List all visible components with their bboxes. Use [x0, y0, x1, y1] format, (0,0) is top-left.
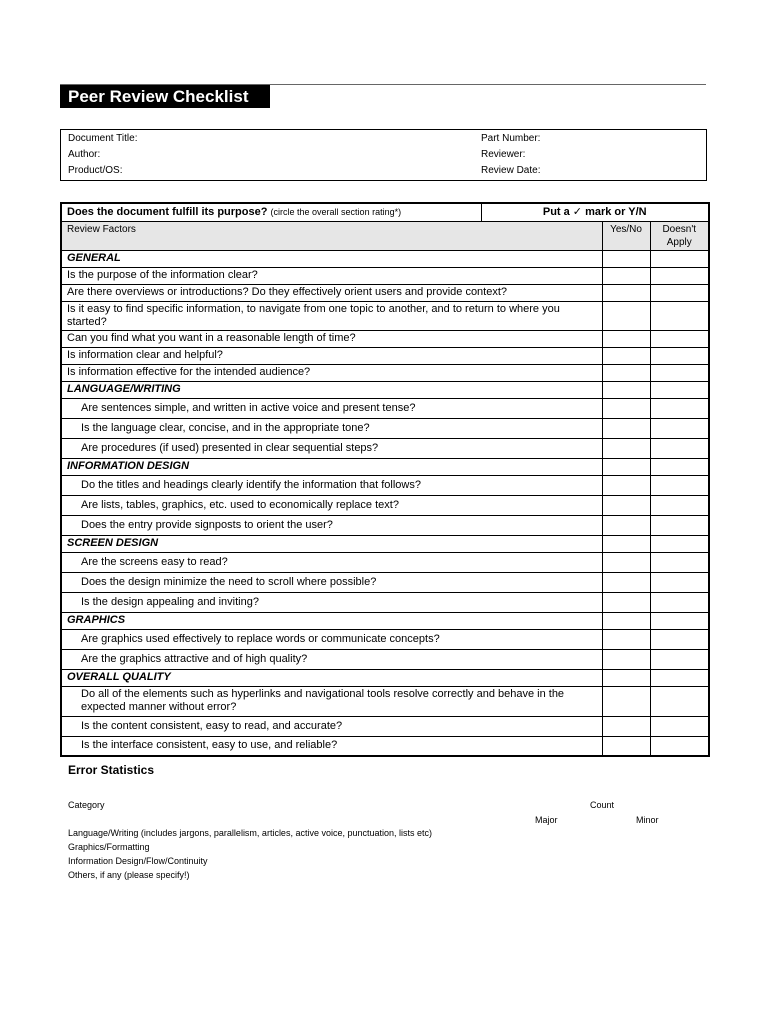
checklist-item-row [61, 629, 709, 649]
review-factor-text: Are lists, tables, graphics, etc. used to economically replace text? [61, 495, 602, 515]
document-info-box [60, 129, 707, 181]
checklist-item-row [61, 515, 709, 535]
doesnt-apply-cell[interactable] [650, 495, 709, 515]
checklist-item-row [61, 686, 709, 716]
doesnt-apply-cell[interactable] [650, 592, 709, 612]
error-statistics-title: Error Statistics [68, 763, 155, 777]
doesnt-apply-cell[interactable] [650, 612, 709, 629]
doesnt-apply-cell[interactable] [650, 364, 709, 381]
section-row [61, 535, 709, 552]
product-os-field[interactable]: Product/OS: [68, 165, 123, 176]
review-factor-text: Is it easy to find specific information, to navigate from one topic to another, and to return to where you started? [61, 301, 602, 330]
checklist-item-row [61, 552, 709, 572]
review-factor-text: Does the entry provide signposts to orient the user? [61, 515, 602, 535]
section-heading: LANGUAGE/WRITING [61, 381, 602, 398]
checklist-item-row [61, 418, 709, 438]
doesnt-apply-cell[interactable] [650, 347, 709, 364]
yes-no-cell[interactable] [602, 535, 650, 552]
section-row [61, 250, 709, 267]
review-factor-text: Is the content consistent, easy to read, and accurate? [61, 716, 602, 736]
yes-no-cell[interactable] [602, 572, 650, 592]
doesnt-apply-cell[interactable] [650, 572, 709, 592]
review-factor-text: Do the titles and headings clearly identify the information that follows? [61, 475, 602, 495]
review-factor-text: Is the language clear, concise, and in the appropriate tone? [61, 418, 602, 438]
error-category-row: Others, if any (please specify!) [68, 870, 190, 880]
review-factor-text: Is the interface consistent, easy to use, and reliable? [61, 736, 602, 756]
review-factor-text: Are graphics used effectively to replace words or communicate concepts? [61, 629, 602, 649]
yes-no-cell[interactable] [602, 495, 650, 515]
checklist-item-row [61, 649, 709, 669]
page-title: Peer Review Checklist [60, 85, 270, 108]
yes-no-cell[interactable] [602, 736, 650, 756]
column-header-row [61, 221, 709, 250]
checklist-item-row [61, 716, 709, 736]
purpose-question: Does the document fulfill its purpose? (circle the overall section rating*) [61, 203, 481, 221]
yes-no-cell[interactable] [602, 347, 650, 364]
yes-no-cell[interactable] [602, 284, 650, 301]
doesnt-apply-cell[interactable] [650, 686, 709, 716]
yes-no-header: Yes/No [602, 221, 650, 250]
doesnt-apply-cell[interactable] [650, 250, 709, 267]
doesnt-apply-cell[interactable] [650, 716, 709, 736]
count-label: Count [590, 800, 615, 810]
review-factor-text: Is the design appealing and inviting? [61, 592, 602, 612]
checklist-item-row [61, 495, 709, 515]
part-number-field[interactable]: Part Number: [481, 133, 541, 144]
checklist-item-row [61, 572, 709, 592]
checklist-item-row [61, 347, 709, 364]
checklist-item-row [61, 736, 709, 756]
category-label: Category [68, 800, 105, 810]
yes-no-cell[interactable] [602, 267, 650, 284]
review-factor-text: Can you find what you want in a reasonable length of time? [61, 330, 602, 347]
checklist-item-row [61, 267, 709, 284]
review-factor-text: Are there overviews or introductions? Do they effectively orient users and provide context? [61, 284, 602, 301]
doesnt-apply-cell[interactable] [650, 418, 709, 438]
reviewer-field[interactable]: Reviewer: [481, 149, 526, 160]
review-factor-text: Is the purpose of the information clear? [61, 267, 602, 284]
yes-no-cell[interactable] [602, 475, 650, 495]
review-factor-text: Are procedures (if used) presented in clear sequential steps? [61, 438, 602, 458]
yes-no-cell[interactable] [602, 686, 650, 716]
checklist-item-row [61, 475, 709, 495]
review-factor-text: Is information effective for the intended audience? [61, 364, 602, 381]
yes-no-cell[interactable] [602, 364, 650, 381]
section-row [61, 381, 709, 398]
review-factor-text: Is information clear and helpful? [61, 347, 602, 364]
checklist-item-row [61, 330, 709, 347]
yes-no-cell[interactable] [602, 330, 650, 347]
section-heading: GENERAL [61, 250, 602, 267]
section-heading: GRAPHICS [61, 612, 602, 629]
document-title-field[interactable]: Document Title: [68, 133, 138, 144]
checklist-item-row [61, 592, 709, 612]
review-factor-text: Are the screens easy to read? [61, 552, 602, 572]
doesnt-apply-cell[interactable] [650, 649, 709, 669]
review-factor-text: Are the graphics attractive and of high quality? [61, 649, 602, 669]
yes-no-cell[interactable] [602, 669, 650, 686]
doesnt-apply-cell[interactable] [650, 669, 709, 686]
yes-no-cell[interactable] [602, 552, 650, 572]
yes-no-cell[interactable] [602, 515, 650, 535]
doesnt-apply-cell[interactable] [650, 398, 709, 418]
yes-no-cell[interactable] [602, 418, 650, 438]
doesnt-apply-cell[interactable] [650, 458, 709, 475]
doesnt-apply-cell[interactable] [650, 736, 709, 756]
section-heading: SCREEN DESIGN [61, 535, 602, 552]
doesnt-apply-cell[interactable] [650, 535, 709, 552]
section-row [61, 458, 709, 475]
yes-no-cell[interactable] [602, 629, 650, 649]
error-category-row: Information Design/Flow/Continuity [68, 856, 208, 866]
doesnt-apply-cell[interactable] [650, 629, 709, 649]
error-category-row: Graphics/Formatting [68, 842, 150, 852]
minor-label: Minor [636, 815, 659, 825]
yes-no-cell[interactable] [602, 398, 650, 418]
doesnt-apply-cell[interactable] [650, 284, 709, 301]
doesnt-apply-cell[interactable] [650, 381, 709, 398]
checklist-item-row [61, 284, 709, 301]
error-category-row: Language/Writing (includes jargons, parallelism, articles, active voice, punctuation, lists etc) [68, 828, 433, 838]
yes-no-cell[interactable] [602, 381, 650, 398]
review-factors-header: Review Factors [61, 221, 602, 250]
mark-instruction: Put a ✓ mark or Y/N [481, 203, 709, 221]
doesnt-apply-cell[interactable] [650, 552, 709, 572]
review-checklist-table [60, 202, 710, 757]
yes-no-cell[interactable] [602, 438, 650, 458]
checklist-item-row [61, 438, 709, 458]
yes-no-cell[interactable] [602, 612, 650, 629]
doesnt-apply-header: Doesn't Apply [650, 221, 709, 250]
checklist-header-row [61, 203, 709, 221]
yes-no-cell[interactable] [602, 250, 650, 267]
doesnt-apply-cell[interactable] [650, 267, 709, 284]
doesnt-apply-cell[interactable] [650, 438, 709, 458]
checklist-item-row [61, 364, 709, 381]
yes-no-cell[interactable] [602, 716, 650, 736]
doesnt-apply-cell[interactable] [650, 475, 709, 495]
major-label: Major [535, 815, 558, 825]
yes-no-cell[interactable] [602, 301, 650, 330]
checklist-item-row [61, 398, 709, 418]
checklist-item-row [61, 301, 709, 330]
yes-no-cell[interactable] [602, 592, 650, 612]
author-field[interactable]: Author: [68, 149, 101, 160]
doesnt-apply-cell[interactable] [650, 515, 709, 535]
review-date-field[interactable]: Review Date: [481, 165, 541, 176]
yes-no-cell[interactable] [602, 649, 650, 669]
review-factor-text: Does the design minimize the need to scroll where possible? [61, 572, 602, 592]
section-row [61, 612, 709, 629]
doesnt-apply-cell[interactable] [650, 301, 709, 330]
section-heading: OVERALL QUALITY [61, 669, 602, 686]
review-factor-text: Are sentences simple, and written in active voice and present tense? [61, 398, 602, 418]
section-heading: INFORMATION DESIGN [61, 458, 602, 475]
section-row [61, 669, 709, 686]
review-factor-text: Do all of the elements such as hyperlinks and navigational tools resolve correctly and behave in the expected manner without error? [61, 686, 602, 716]
yes-no-cell[interactable] [602, 458, 650, 475]
doesnt-apply-cell[interactable] [650, 330, 709, 347]
